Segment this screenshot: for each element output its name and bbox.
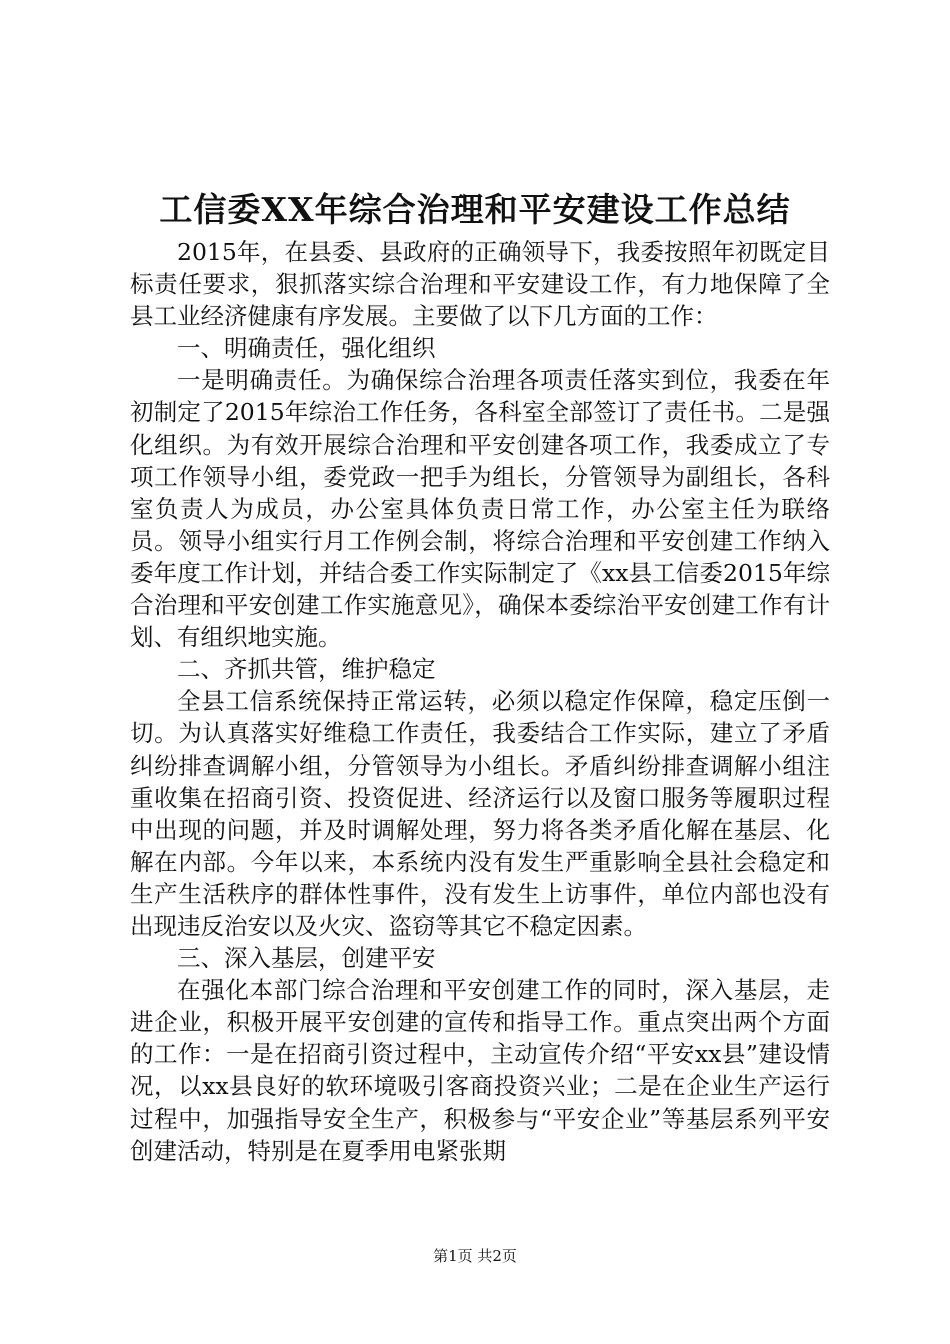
section-heading-1: 一、明确责任，强化组织: [177, 334, 436, 363]
section-1-paragraph: 一是明确责任。为确保综合治理各项责任落实到位，我委在年初制定了2015年综治工作任务，各科室全部签订了责任书。二是强化组织。为有效开展综合治理和平安创建各项工作，我委成立了专项工作领导小组，委党政一把手为组长，分管领导为副组长，各科室负责人为成员，办公室具体负责日常工作，办公室主任为联络员。领导小组实行月工作例会制，将综合治理和平安创建工作纳入委年度工作计划，并结合委工作实际制定了《xx县工信委2015年综合治理和平安创建工作实施意见》，确保本委综治平安创建工作有计划、有组织地实施。: [130, 366, 830, 652]
section-heading-3: 三、深入基层，创建平安: [177, 944, 436, 973]
section-2-paragraph: 全县工信系统保持正常运转，必须以稳定作保障，稳定压倒一切。为认真落实好维稳工作责任，我委结合工作实际，建立了矛盾纠纷排查调解小组，分管领导为小组长。矛盾纠纷排查调解小组注重收集在招商引资、投资促进、经济运行以及窗口服务等履职过程中出现的问题，并及时调解处理，努力将各类矛盾化解在基层、化解在内部。今年以来，本系统内没有发生严重影响全县社会稳定和生产生活秩序的群体性事件，没有发生上访事件，单位内部也没有出现违反治安以及火灾、盗窃等其它不稳定因素。: [130, 687, 830, 940]
document-title: 工信委XX年综合治理和平安建设工作总结: [159, 190, 791, 229]
document-body: [130, 236, 830, 1167]
section-3-paragraph: 在强化本部门综合治理和平安创建工作的同时，深入基层，走进企业，积极开展平安创建的宣传和指导工作。重点突出两个方面的工作：一是在招商引资过程中，主动宣传介绍“平安xx县”建设情况，以xx县良好的软环境吸引客商投资兴业；二是在企业生产运行过程中，加强指导安全生产，积极参与“平安企业”等基层系列平安创建活动，特别是在夏季用电紧张期: [130, 976, 830, 1165]
page-number-footer: 第1页 共2页: [433, 1247, 517, 1265]
section-heading-2: 二、齐抓共管，维护稳定: [177, 655, 436, 684]
intro-paragraph: 2015年，在县委、县政府的正确领导下，我委按照年初既定目标责任要求，狠抓落实综合治理和平安建设工作，有力地保障了全县工业经济健康有序发展。主要做了以下几方面的工作：: [130, 238, 830, 331]
